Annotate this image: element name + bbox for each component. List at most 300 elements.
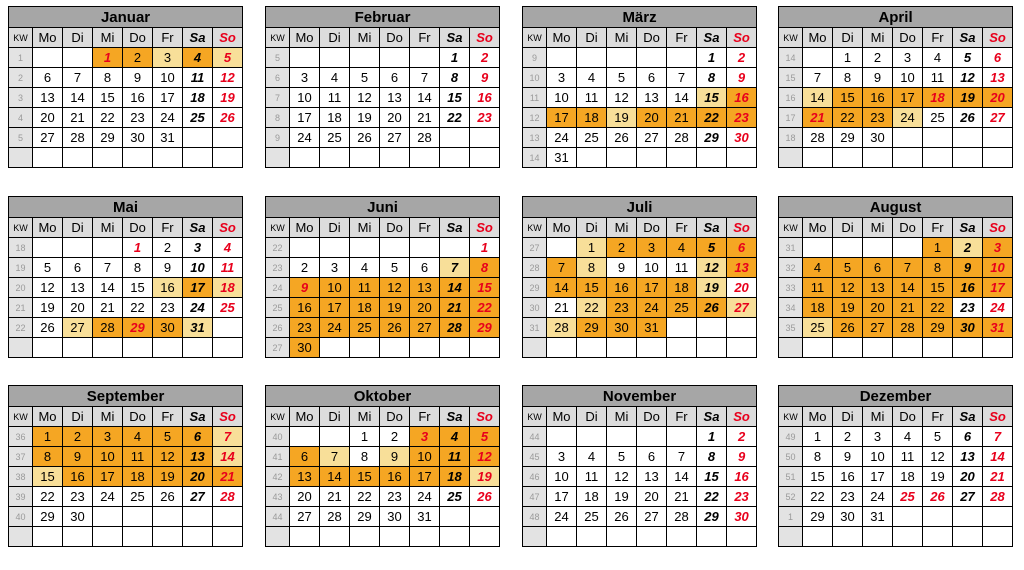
- day-cell: 19: [923, 467, 953, 487]
- month-title: Februar: [266, 7, 500, 28]
- week-row: [266, 318, 500, 338]
- week-row: [523, 318, 757, 338]
- day-cell: 30: [153, 318, 183, 338]
- day-cell: 15: [470, 278, 500, 298]
- day-cell: 30: [63, 507, 93, 527]
- day-cell: 24: [983, 298, 1013, 318]
- week-row: [523, 128, 757, 148]
- day-cell: 3: [547, 68, 577, 88]
- day-cell: 30: [863, 128, 893, 148]
- day-cell: [607, 48, 637, 68]
- weekday-header: Fr: [410, 218, 440, 238]
- day-cell: 25: [577, 128, 607, 148]
- day-cell: 11: [577, 88, 607, 108]
- day-cell: 18: [577, 108, 607, 128]
- week-number: 20: [9, 278, 33, 298]
- day-cell: [833, 238, 863, 258]
- day-cell: 18: [183, 88, 213, 108]
- week-number: 2: [9, 68, 33, 88]
- day-cell: 3: [983, 238, 1013, 258]
- week-row: [266, 527, 500, 547]
- day-cell: 14: [893, 278, 923, 298]
- day-cell: 11: [440, 447, 470, 467]
- week-row: [9, 318, 243, 338]
- month-9: [8, 385, 242, 547]
- weekday-header: Mo: [803, 407, 833, 427]
- day-cell: 6: [380, 68, 410, 88]
- week-number-header: KW: [266, 28, 290, 48]
- day-cell: [380, 148, 410, 168]
- day-cell: 5: [213, 48, 243, 68]
- day-cell: 18: [320, 108, 350, 128]
- day-cell: [637, 527, 667, 547]
- weekday-header: Sa: [183, 28, 213, 48]
- day-cell: 11: [213, 258, 243, 278]
- day-cell: 12: [380, 278, 410, 298]
- day-cell: 24: [893, 108, 923, 128]
- day-cell: 30: [953, 318, 983, 338]
- day-cell: 7: [410, 68, 440, 88]
- day-cell: 1: [93, 48, 123, 68]
- weekday-header: Do: [893, 218, 923, 238]
- day-cell: [440, 238, 470, 258]
- week-row: [266, 148, 500, 168]
- weekday-header: Fr: [923, 407, 953, 427]
- week-number: 52: [779, 487, 803, 507]
- day-cell: 19: [470, 467, 500, 487]
- week-row: [779, 447, 1013, 467]
- week-row: [779, 68, 1013, 88]
- weekday-header: Di: [63, 218, 93, 238]
- day-cell: 10: [153, 68, 183, 88]
- week-number: 39: [9, 487, 33, 507]
- day-cell: 27: [410, 318, 440, 338]
- week-number: 40: [266, 427, 290, 447]
- week-number: 8: [266, 108, 290, 128]
- month-11: [522, 385, 756, 547]
- weekday-header: Mo: [547, 407, 577, 427]
- weekday-header: Mi: [863, 218, 893, 238]
- day-cell: [953, 527, 983, 547]
- day-cell: 15: [440, 88, 470, 108]
- day-cell: [213, 128, 243, 148]
- day-cell: 2: [380, 427, 410, 447]
- weekday-header: Sa: [953, 218, 983, 238]
- weekday-header: Sa: [440, 218, 470, 238]
- day-cell: [833, 338, 863, 358]
- day-cell: [380, 338, 410, 358]
- weekday-header: Di: [320, 28, 350, 48]
- day-cell: [63, 527, 93, 547]
- day-cell: 10: [410, 447, 440, 467]
- day-cell: 28: [803, 128, 833, 148]
- day-cell: 2: [123, 48, 153, 68]
- week-number: 51: [779, 467, 803, 487]
- weekday-header: Di: [320, 218, 350, 238]
- day-cell: 15: [33, 467, 63, 487]
- day-cell: [33, 338, 63, 358]
- day-cell: 8: [440, 68, 470, 88]
- week-row: [523, 238, 757, 258]
- week-number-header: KW: [9, 218, 33, 238]
- day-cell: 16: [63, 467, 93, 487]
- day-cell: [667, 148, 697, 168]
- week-row: [266, 487, 500, 507]
- week-number: 31: [523, 318, 547, 338]
- day-cell: [440, 527, 470, 547]
- day-cell: [213, 507, 243, 527]
- week-row: [9, 258, 243, 278]
- day-cell: [803, 148, 833, 168]
- day-cell: [350, 48, 380, 68]
- day-cell: 16: [833, 467, 863, 487]
- day-cell: [697, 338, 727, 358]
- day-cell: 7: [93, 258, 123, 278]
- day-cell: [803, 238, 833, 258]
- day-cell: 1: [440, 48, 470, 68]
- day-cell: [213, 318, 243, 338]
- weekday-header: Mi: [863, 407, 893, 427]
- day-cell: [577, 427, 607, 447]
- month-title: Mai: [9, 197, 243, 218]
- week-row: [9, 487, 243, 507]
- day-cell: 5: [833, 258, 863, 278]
- day-cell: [123, 527, 153, 547]
- day-cell: [577, 48, 607, 68]
- day-cell: 24: [93, 487, 123, 507]
- day-cell: 4: [923, 48, 953, 68]
- day-cell: 6: [863, 258, 893, 278]
- day-cell: [93, 527, 123, 547]
- day-cell: 23: [833, 487, 863, 507]
- day-cell: [290, 238, 320, 258]
- day-cell: [213, 148, 243, 168]
- day-cell: 18: [923, 88, 953, 108]
- day-cell: 29: [923, 318, 953, 338]
- week-row: [9, 447, 243, 467]
- day-cell: 13: [983, 68, 1013, 88]
- day-cell: [667, 48, 697, 68]
- week-number-header: KW: [779, 218, 803, 238]
- day-cell: 22: [350, 487, 380, 507]
- weekday-header: So: [470, 28, 500, 48]
- week-row: [266, 128, 500, 148]
- day-cell: 16: [470, 88, 500, 108]
- weekday-header: Sa: [953, 28, 983, 48]
- day-cell: 15: [697, 467, 727, 487]
- week-number: 11: [523, 88, 547, 108]
- day-cell: 13: [63, 278, 93, 298]
- week-number: 50: [779, 447, 803, 467]
- day-cell: 7: [547, 258, 577, 278]
- day-cell: [983, 148, 1013, 168]
- day-cell: 17: [637, 278, 667, 298]
- day-cell: 28: [63, 128, 93, 148]
- day-cell: 23: [63, 487, 93, 507]
- day-cell: [470, 148, 500, 168]
- day-cell: [183, 148, 213, 168]
- day-cell: 14: [983, 447, 1013, 467]
- day-cell: 1: [923, 238, 953, 258]
- day-cell: [607, 527, 637, 547]
- day-cell: 7: [440, 258, 470, 278]
- month-4: [778, 6, 1012, 168]
- week-row: [779, 238, 1013, 258]
- week-number: 37: [9, 447, 33, 467]
- day-cell: 22: [697, 487, 727, 507]
- day-cell: 25: [350, 318, 380, 338]
- day-cell: [667, 527, 697, 547]
- day-cell: [290, 48, 320, 68]
- weekday-header: Fr: [667, 218, 697, 238]
- day-cell: 4: [893, 427, 923, 447]
- day-cell: 7: [213, 427, 243, 447]
- day-cell: 3: [863, 427, 893, 447]
- week-number: 36: [9, 427, 33, 447]
- day-cell: [697, 148, 727, 168]
- day-cell: 9: [470, 68, 500, 88]
- week-row: [779, 487, 1013, 507]
- day-cell: 30: [727, 507, 757, 527]
- week-row: [523, 427, 757, 447]
- day-cell: 14: [440, 278, 470, 298]
- day-cell: 25: [123, 487, 153, 507]
- day-cell: 17: [893, 88, 923, 108]
- day-cell: [213, 527, 243, 547]
- day-cell: [320, 238, 350, 258]
- weekday-header: Fr: [153, 407, 183, 427]
- week-number: [9, 148, 33, 168]
- day-cell: [440, 148, 470, 168]
- month-title: August: [779, 197, 1013, 218]
- day-cell: 26: [380, 318, 410, 338]
- day-cell: [727, 148, 757, 168]
- day-cell: 23: [470, 108, 500, 128]
- weekday-header: Do: [637, 28, 667, 48]
- week-number: 6: [266, 68, 290, 88]
- day-cell: 4: [213, 238, 243, 258]
- day-cell: 21: [893, 298, 923, 318]
- day-cell: 31: [153, 128, 183, 148]
- day-cell: [863, 527, 893, 547]
- day-cell: 26: [213, 108, 243, 128]
- day-cell: 22: [93, 108, 123, 128]
- week-number: 18: [9, 238, 33, 258]
- week-number: 31: [779, 238, 803, 258]
- day-cell: 9: [153, 258, 183, 278]
- day-cell: [410, 48, 440, 68]
- day-cell: 27: [380, 128, 410, 148]
- weekday-header: Di: [577, 218, 607, 238]
- month-title: Dezember: [779, 386, 1013, 407]
- day-cell: 4: [577, 447, 607, 467]
- day-cell: [803, 48, 833, 68]
- day-cell: 23: [727, 108, 757, 128]
- day-cell: 17: [983, 278, 1013, 298]
- day-cell: 25: [577, 507, 607, 527]
- day-cell: 24: [153, 108, 183, 128]
- day-cell: 6: [290, 447, 320, 467]
- day-cell: 5: [153, 427, 183, 447]
- day-cell: 2: [863, 48, 893, 68]
- month-table: [778, 385, 1013, 547]
- week-row: [779, 507, 1013, 527]
- day-cell: 29: [803, 507, 833, 527]
- day-cell: 14: [667, 467, 697, 487]
- day-cell: [470, 128, 500, 148]
- day-cell: 2: [727, 427, 757, 447]
- day-cell: 10: [183, 258, 213, 278]
- week-number: 22: [9, 318, 33, 338]
- week-row: [779, 258, 1013, 278]
- day-cell: 9: [833, 447, 863, 467]
- week-row: [9, 298, 243, 318]
- day-cell: [923, 148, 953, 168]
- weekday-header: Sa: [440, 407, 470, 427]
- day-cell: 10: [863, 447, 893, 467]
- day-cell: [320, 148, 350, 168]
- day-cell: 9: [863, 68, 893, 88]
- day-cell: [470, 527, 500, 547]
- weekday-header: Do: [893, 407, 923, 427]
- day-cell: [63, 338, 93, 358]
- week-row: [523, 258, 757, 278]
- week-number: 4: [9, 108, 33, 128]
- week-row: [266, 467, 500, 487]
- day-cell: 22: [833, 108, 863, 128]
- day-cell: 1: [697, 48, 727, 68]
- day-cell: [33, 48, 63, 68]
- weekday-header: So: [983, 218, 1013, 238]
- week-row: [9, 338, 243, 358]
- day-cell: [893, 148, 923, 168]
- day-cell: [440, 128, 470, 148]
- day-cell: 2: [607, 238, 637, 258]
- day-cell: 24: [547, 128, 577, 148]
- week-row: [523, 527, 757, 547]
- month-table: [265, 196, 500, 358]
- weekday-header: Do: [380, 28, 410, 48]
- week-row: [523, 467, 757, 487]
- week-row: [266, 48, 500, 68]
- day-cell: 30: [123, 128, 153, 148]
- weekday-header: So: [727, 218, 757, 238]
- day-cell: 23: [607, 298, 637, 318]
- weekday-header: Mo: [290, 407, 320, 427]
- day-cell: 6: [983, 48, 1013, 68]
- week-row: [779, 148, 1013, 168]
- month-table: [522, 385, 757, 547]
- day-cell: [893, 238, 923, 258]
- week-row: [266, 507, 500, 527]
- week-row: [779, 298, 1013, 318]
- month-table: [265, 6, 500, 168]
- day-cell: 19: [953, 88, 983, 108]
- day-cell: [923, 128, 953, 148]
- week-row: [266, 258, 500, 278]
- month-table: [265, 385, 500, 547]
- day-cell: 21: [667, 487, 697, 507]
- day-cell: 24: [547, 507, 577, 527]
- day-cell: 18: [667, 278, 697, 298]
- week-row: [9, 238, 243, 258]
- day-cell: 16: [290, 298, 320, 318]
- day-cell: [153, 527, 183, 547]
- day-cell: [440, 338, 470, 358]
- day-cell: 28: [983, 487, 1013, 507]
- day-cell: 22: [923, 298, 953, 318]
- week-row: [779, 108, 1013, 128]
- month-title: März: [523, 7, 757, 28]
- day-cell: 4: [350, 258, 380, 278]
- week-number: [266, 148, 290, 168]
- day-cell: 9: [607, 258, 637, 278]
- day-cell: 11: [577, 467, 607, 487]
- month-table: [8, 196, 243, 358]
- day-cell: 16: [123, 88, 153, 108]
- week-row: [9, 48, 243, 68]
- day-cell: 10: [983, 258, 1013, 278]
- day-cell: 8: [350, 447, 380, 467]
- day-cell: 17: [183, 278, 213, 298]
- day-cell: 27: [63, 318, 93, 338]
- week-row: [9, 507, 243, 527]
- day-cell: 13: [727, 258, 757, 278]
- day-cell: 2: [727, 48, 757, 68]
- day-cell: 23: [953, 298, 983, 318]
- day-cell: [547, 527, 577, 547]
- day-cell: 27: [637, 128, 667, 148]
- day-cell: 15: [577, 278, 607, 298]
- week-number: 38: [9, 467, 33, 487]
- week-row: [523, 278, 757, 298]
- day-cell: 21: [320, 487, 350, 507]
- day-cell: 2: [833, 427, 863, 447]
- day-cell: 4: [320, 68, 350, 88]
- day-cell: [320, 338, 350, 358]
- week-row: [779, 338, 1013, 358]
- day-cell: 30: [833, 507, 863, 527]
- day-cell: 21: [803, 108, 833, 128]
- day-cell: 21: [213, 467, 243, 487]
- day-cell: 23: [727, 487, 757, 507]
- weekday-header: Do: [637, 218, 667, 238]
- day-cell: 26: [923, 487, 953, 507]
- day-cell: [213, 338, 243, 358]
- weekday-header: Mi: [350, 218, 380, 238]
- week-row: [779, 527, 1013, 547]
- day-cell: 30: [607, 318, 637, 338]
- day-cell: 27: [953, 487, 983, 507]
- day-cell: [637, 338, 667, 358]
- day-cell: [637, 48, 667, 68]
- month-12: [778, 385, 1012, 547]
- month-3: [522, 6, 756, 168]
- month-title: April: [779, 7, 1013, 28]
- day-cell: [953, 338, 983, 358]
- weekday-header: Do: [637, 407, 667, 427]
- weekday-header: Do: [380, 218, 410, 238]
- day-cell: 6: [637, 68, 667, 88]
- day-cell: 26: [153, 487, 183, 507]
- day-cell: 31: [637, 318, 667, 338]
- day-cell: 10: [320, 278, 350, 298]
- day-cell: 8: [470, 258, 500, 278]
- day-cell: 7: [893, 258, 923, 278]
- day-cell: 4: [667, 238, 697, 258]
- day-cell: 21: [410, 108, 440, 128]
- day-cell: [697, 527, 727, 547]
